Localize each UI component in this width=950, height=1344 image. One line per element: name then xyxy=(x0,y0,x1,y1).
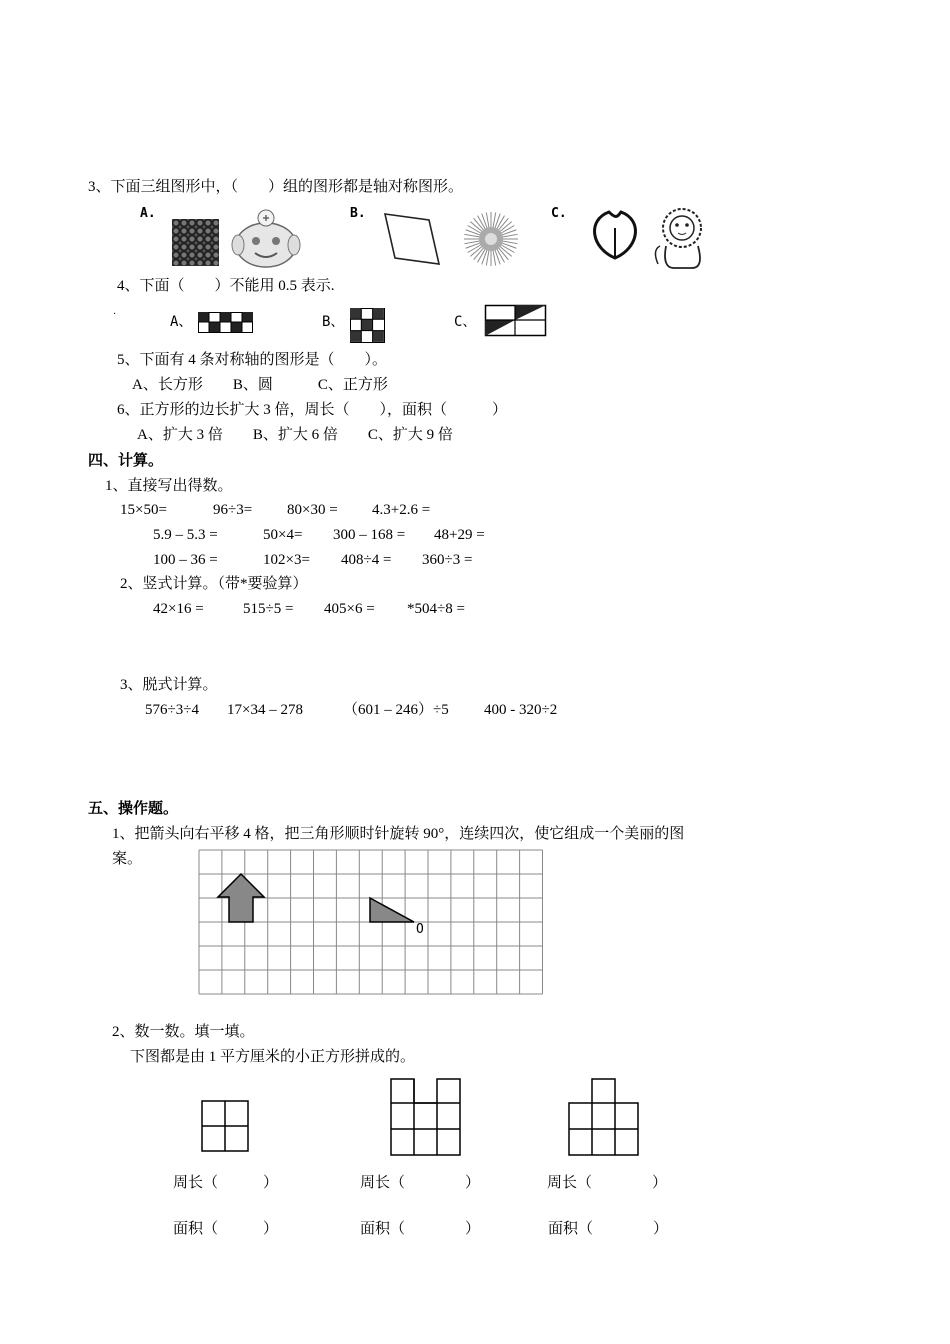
calc-item: 300 – 168 = xyxy=(333,527,406,543)
calc-item: 50×4= xyxy=(263,527,303,543)
calc-item: 100 – 36 = xyxy=(153,552,218,568)
calc-item: 96÷3= xyxy=(213,502,253,518)
q6-options: A、扩大 3 倍 B、扩大 6 倍 C、扩大 9 倍 xyxy=(137,427,453,443)
section-5-part-2-subtitle: 下图都是由 1 平方厘米的小正方形拼成的。 xyxy=(130,1049,416,1065)
calc-item: 102×3= xyxy=(263,552,310,568)
q4-text: 4、下面（ ）不能用 0.5 表示. xyxy=(117,278,335,294)
q5-options: A、长方形 B、圆 C、正方形 xyxy=(132,377,388,393)
calc-item: 42×16 = xyxy=(153,601,204,617)
calc-item: 48+29 = xyxy=(434,527,485,543)
q3-option-a-label: A. xyxy=(140,206,156,221)
sunflower-pattern-image xyxy=(462,210,520,268)
perimeter-blank-1: 周长（ ） xyxy=(173,1173,279,1191)
calc-item: 5.9 – 5.3 = xyxy=(153,527,218,543)
triangle-shape xyxy=(370,898,414,922)
section-4-part-3: 3、脱式计算。 xyxy=(120,677,218,693)
stray-mark: · xyxy=(113,309,117,320)
q4-option-c-label: C、 xyxy=(454,314,477,330)
calc-item: （601 – 246）÷5 xyxy=(343,702,449,718)
section-5-part-2: 2、数一数。填一填。 xyxy=(112,1024,255,1040)
section-5-part-1-line-2: 案。 xyxy=(112,851,143,867)
patterned-square-image xyxy=(172,219,219,266)
q6-text: 6、正方形的边长扩大 3 倍，周长（ ），面积（ ） xyxy=(117,402,508,418)
calc-item: 405×6 = xyxy=(324,601,375,617)
square-figure-2 xyxy=(390,1078,464,1158)
section-4-title: 四、计算。 xyxy=(88,453,164,469)
grid-figure-b xyxy=(350,308,386,344)
perimeter-blank-3: 周长（ ） xyxy=(547,1173,668,1191)
calc-item: *504÷8 = xyxy=(407,601,465,617)
calc-item: 17×34 – 278 xyxy=(227,702,303,718)
lion-cartoon-image xyxy=(648,206,718,270)
calc-item: 4.3+2.6 = xyxy=(372,502,431,518)
q4-option-a-label: A、 xyxy=(170,314,193,330)
grid-figure-c xyxy=(485,305,547,337)
calc-item: 15×50= xyxy=(120,502,167,518)
calc-item: 360÷3 = xyxy=(422,552,473,568)
q3-option-b-label: B. xyxy=(350,206,366,221)
area-blank-1: 面积（ ） xyxy=(173,1219,279,1237)
q5-text: 5、下面有 4 条对称轴的图形是（ ）。 xyxy=(117,352,388,368)
leaf-shape xyxy=(587,208,643,262)
calc-item: 576÷3÷4 xyxy=(145,702,199,718)
area-blank-2: 面积（ ） xyxy=(360,1219,481,1237)
section-4-part-2: 2、竖式计算。（带*要验算） xyxy=(120,576,308,592)
section-5-part-1-line-1: 1、把箭头向右平移 4 格，把三角形顺时针旋转 90°，连续四次，使它组成一个美丽的图 xyxy=(112,826,685,842)
q4-option-b-label: B、 xyxy=(322,314,345,330)
q3-text: 3、下面三组图形中，（ ）组的图形都是轴对称图形。 xyxy=(88,179,464,195)
calc-item: 515÷5 = xyxy=(243,601,294,617)
rotation-point-label: O xyxy=(416,922,424,937)
section-4-part-1: 1、直接写出得数。 xyxy=(105,478,233,494)
q3-option-c-label: C. xyxy=(551,206,567,221)
square-figure-1 xyxy=(201,1100,251,1154)
rhombus-shape xyxy=(383,212,441,266)
perimeter-blank-2: 周长（ ） xyxy=(360,1173,481,1191)
calc-item: 400 - 320÷2 xyxy=(484,702,558,718)
square-grid xyxy=(198,849,546,997)
grid-figure-a xyxy=(198,312,254,334)
calc-item: 80×30 = xyxy=(287,502,338,518)
area-blank-3: 面积（ ） xyxy=(548,1219,669,1237)
square-figure-3 xyxy=(568,1078,642,1158)
section-5-title: 五、操作题。 xyxy=(88,801,179,817)
cartoon-face-image xyxy=(228,205,306,269)
calc-item: 408÷4 = xyxy=(341,552,392,568)
